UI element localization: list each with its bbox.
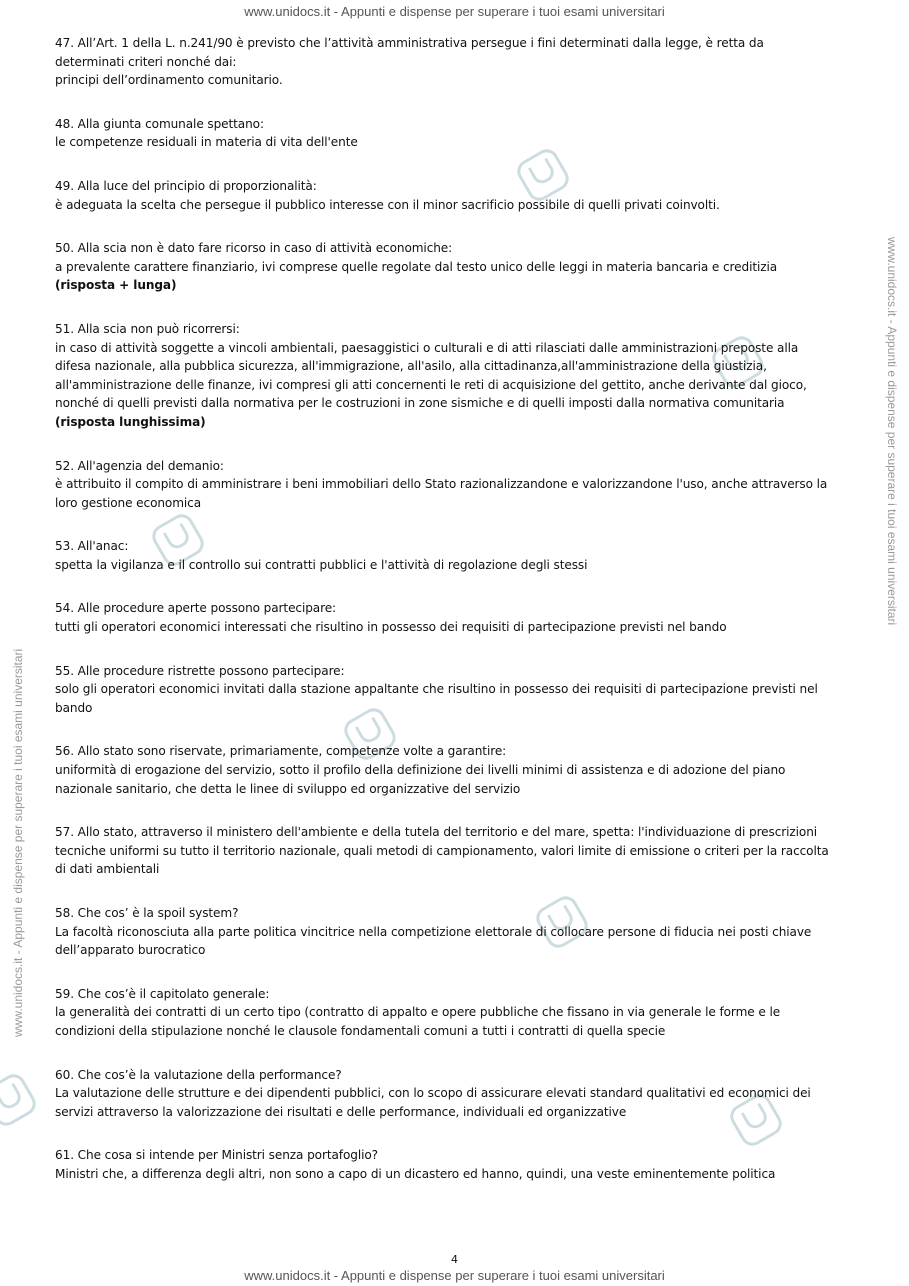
question-item [55,34,835,90]
question-text: 58. Che cos’ è la spoil system? [55,906,239,920]
question-item [55,457,835,513]
answer-text: la generalità dei contratti di un certo tipo (contratto di appalto e opere pubbliche che fissano in via generale le forme e le condizioni della stipulazione nonché le clausole fondamentali comuni a tutti i contratti di quella specie [55,1005,781,1038]
question-list [55,34,835,1209]
question-text: 56. Allo stato sono riservate, primariamente, competenze volte a garantire: [55,744,507,759]
question-item [55,320,835,432]
question-text: 59. Che cos’è il capitolato generale: [55,986,270,1001]
question-item [55,177,835,214]
answer-text: a prevalente carattere finanziario, ivi comprese quelle regolate dal testo unico delle leggi in materia bancaria e creditizia [55,259,778,274]
question-text: 52. All'agenzia del demanio: [55,458,224,473]
header-watermark-text: www.unidocs.it - Appunti e dispense per superare i tuoi esami universitari [244,4,665,19]
footer-watermark [0,1268,909,1283]
footer-watermark-text: www.unidocs.it - Appunti e dispense per superare i tuoi esami universitari [244,1268,665,1283]
answer-text: La valutazione delle strutture e dei dipendenti pubblici, con lo scopo di assicurare elevati standard qualitativi ed economici dei servizi attraverso la valorizzazione dei risultati e delle performance, individuali ed organizzative [55,1086,811,1119]
question-item [55,742,835,798]
answer-note [55,276,835,295]
answer-note-strong: (risposta + lunga) [55,278,177,293]
answer-text: uniformità di erogazione del servizio, sotto il profilo della definizione dei livelli minimi di assistenza e di adozione del piano nazionale sanitario, che detta le linee di sviluppo ed organizzative del servizio [55,763,786,796]
page-number: 4 [451,1253,458,1266]
answer-text: tutti gli operatori economici interessati che risultino in possesso dei requisiti di partecipazione previsti nel bando [55,620,727,635]
question-item [55,537,835,574]
right-side-watermark: www.unidocs.it - Appunti e dispense per superare i tuoi esami universitari [885,237,899,626]
question-text: 57. Allo stato, attraverso il ministero dell'ambiente e della tutela del territorio e del mare, spetta: l'individuazione di prescrizioni tecniche uniformi su tutto il territorio nazionale, quali metodi di campionamento, valori limite di emissione o criteri per la raccolta di dati ambientali [55,825,829,877]
question-item [55,115,835,152]
question-text: 51. Alla scia non può ricorrersi: [55,321,240,336]
question-item [55,239,835,295]
answer-text: Ministri che, a differenza degli altri, non sono a capo di un dicastero ed hanno, quindi, una veste eminentemente politica [55,1166,776,1181]
question-text: 61. Che cosa si intende per Ministri senza portafoglio? [55,1148,378,1163]
question-item [55,1066,835,1122]
question-item [55,985,835,1041]
answer-text: è attribuito il compito di amministrare i beni immobiliari dello Stato razionalizzandone e valorizzandone l'uso, anche attraverso la loro gestione economica [55,477,828,510]
answer-text: spetta la vigilanza e il controllo sui contratti pubblici e l'attività di regolazione degli stessi [55,557,588,572]
answer-text: solo gli operatori economici invitati dalla stazione appaltante che risultino in possesso dei requisiti di partecipazione previsti nel bando [55,682,818,715]
question-text: 54. Alle procedure aperte possono partecipare: [55,601,337,616]
question-item [55,599,835,636]
header-watermark [0,4,909,19]
answer-text: le competenze residuali in materia di vita dell'ente [55,135,358,150]
question-item [55,1146,835,1183]
question-text: 60. Che cos’è la valutazione della performance? [55,1067,342,1082]
question-item [55,662,835,718]
answer-text: è adeguata la scelta che persegue il pubblico interesse con il minor sacrificio possibile di quelli privati coinvolti. [55,197,720,212]
left-side-watermark: www.unidocs.it - Appunti e dispense per superare i tuoi esami universitari [11,648,25,1037]
answer-text: La facoltà riconosciuta alla parte politica vincitrice nella competizione elettorale di collocare persone di fiducia nei posti chiave dell’apparato burocratico [55,924,812,958]
unidocs-logo-icon [0,1070,40,1130]
question-item [55,823,835,879]
question-text: 50. Alla scia non è dato fare ricorso in caso di attività economiche: [55,241,453,256]
question-text: 55. Alle procedure ristrette possono partecipare: [55,663,345,678]
answer-note: (risposta lunghissima) [55,414,206,429]
answer-text: in caso di attività soggette a vincoli ambientali, paesaggistici o culturali e di atti rilasciati dalle amministrazioni preposte alla difesa nazionale, alla pubblica sicurezza, all'immigrazione, all'asilo, alla cittadinanza,all'amministrazione della giustizia, all'amministrazione delle finanze, ivi compresi gli atti concernenti le reti di acquisizione del gettito, anche derivante dal gioco, nonché di quelli previsti dalla normativa per le costruzioni in zone sismiche e di quelli imposti dalla normativa comunitaria [55,340,807,411]
question-text: 53. All'anac: [55,539,129,554]
question-text: 49. Alla luce del principio di proporzionalità: [55,178,317,193]
answer-text: principi dell’ordinamento comunitario. [55,73,283,88]
question-item [55,904,835,960]
question-text: 47. All’Art. 1 della L. n.241/90 è previsto che l’attività amministrativa persegue i fini determinati dalla legge, è retta da determinati criteri nonché dai: [55,36,764,69]
answer-with-note [55,339,835,432]
question-text: 48. Alla giunta comunale spettano: [55,116,264,131]
